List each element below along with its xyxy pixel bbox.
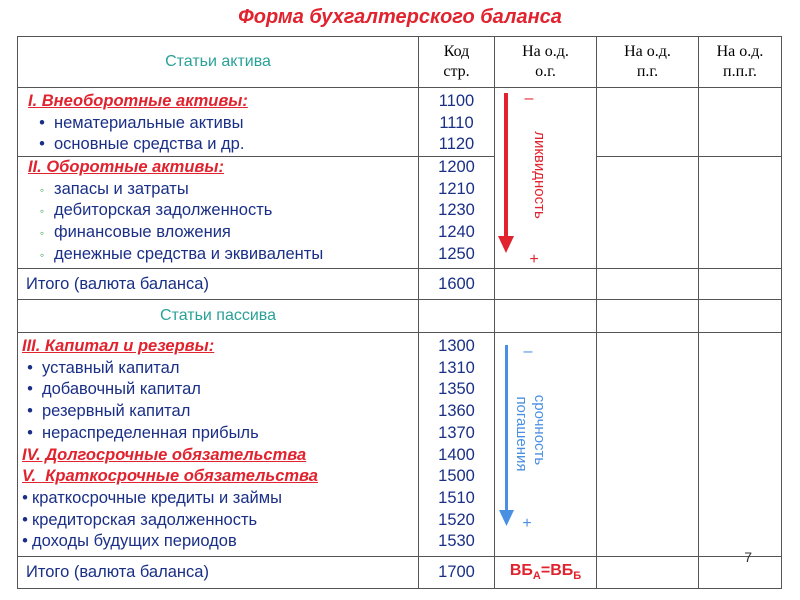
code-value: 1310 xyxy=(438,358,475,377)
maturity-minus: – xyxy=(523,343,533,360)
code-value: 1210 xyxy=(438,179,475,198)
bullet-icon: • xyxy=(27,402,33,421)
maturity-label-1: срочность xyxy=(531,394,548,466)
balance-right-sub: Б xyxy=(573,570,582,583)
code-value: 1520 xyxy=(438,510,475,529)
period-2-header-line-1: На о.д. xyxy=(624,43,671,60)
code-value: 1300 xyxy=(438,337,475,356)
section-2-title: II. Оборотные активы: xyxy=(28,158,224,177)
list-item-label: денежные средства и эквиваленты xyxy=(54,244,324,263)
liquidity-arrow-icon xyxy=(498,93,514,253)
bullet-icon: • xyxy=(39,113,45,132)
maturity-arrow-shaft xyxy=(505,345,508,512)
liabilities-total-code: 1700 xyxy=(419,557,495,589)
code-value: 1370 xyxy=(438,423,475,442)
list-item-label: финансовые вложения xyxy=(54,223,231,242)
code-value: 1400 xyxy=(438,445,475,464)
bullet-icon: • xyxy=(22,510,28,529)
liquidity-arrow-shaft xyxy=(504,93,508,239)
period-3-header-line-1: На о.д. xyxy=(716,43,764,60)
liquidity-arrow-head xyxy=(498,236,514,253)
list-item-label: резервный капитал xyxy=(42,402,191,421)
bullet-icon: • xyxy=(39,135,45,154)
assets-header: Статьи актива xyxy=(18,37,419,88)
bullet-icon: ◦ xyxy=(39,247,45,262)
balance-left: ВБ xyxy=(509,562,533,580)
maturity-plus: + xyxy=(522,515,532,532)
bullet-icon: • xyxy=(27,380,33,399)
balance-right: ВБ xyxy=(550,562,574,580)
bullet-icon: ◦ xyxy=(39,204,45,219)
liquidity-plus: + xyxy=(529,251,539,268)
code-value: 1350 xyxy=(438,380,475,399)
code-value: 1500 xyxy=(438,467,475,486)
list-item-label: доходы будущих периодов xyxy=(32,532,237,551)
bullet-icon: • xyxy=(27,358,33,377)
list-item-label: краткосрочные кредиты и займы xyxy=(32,488,282,507)
list-item-label: кредиторская задолженность xyxy=(32,510,258,529)
period-2-header-line-2: п.г. xyxy=(636,63,659,80)
liabilities-total-label: Итого (валюта баланса) xyxy=(18,557,419,589)
list-item-label: нераспределенная прибыль xyxy=(42,423,259,442)
code-value: 1230 xyxy=(438,201,475,220)
liabilities-header: Статьи пассива xyxy=(18,300,419,333)
list-item-label: основные средства и др. xyxy=(54,135,245,154)
slide-number: 7 xyxy=(744,549,752,565)
maturity-arrow-head xyxy=(499,510,514,526)
balance-left-sub: А xyxy=(532,570,541,583)
maturity-label-2: погашения xyxy=(513,396,530,472)
code-value: 1120 xyxy=(438,135,475,154)
code-header-line-2: стр. xyxy=(443,63,470,80)
bullet-icon: • xyxy=(27,423,33,442)
bullet-icon: ◦ xyxy=(39,226,45,241)
list-item-label: дебиторская задолженность xyxy=(54,201,273,220)
section-3-title: III. Капитал и резервы: xyxy=(22,337,215,356)
section-4-title: IV. Долгосрочные обязательства xyxy=(22,445,307,464)
bullet-icon: • xyxy=(22,488,28,507)
period-3-header-line-2: п.п.г. xyxy=(723,63,757,80)
balance-eq: = xyxy=(540,562,551,580)
code-value: 1110 xyxy=(439,113,474,132)
section-1-title: I. Внеоборотные активы: xyxy=(28,92,248,110)
code-value: 1250 xyxy=(438,244,475,263)
bullet-icon: • xyxy=(22,532,28,551)
list-item-label: запасы и затраты xyxy=(54,179,189,198)
code-value: 1360 xyxy=(438,402,475,421)
page-title: Форма бухгалтерского баланса xyxy=(238,6,562,28)
period-1-header-line-1: На о.д. xyxy=(522,43,569,60)
code-value: 1240 xyxy=(438,223,475,242)
code-header-line-1: Код xyxy=(443,43,470,60)
maturity-arrow-icon xyxy=(499,345,514,526)
code-value: 1530 xyxy=(438,532,475,551)
liquidity-label: ликвидность xyxy=(531,131,548,219)
list-item-label: нематериальные активы xyxy=(54,113,244,132)
code-value: 1200 xyxy=(438,158,475,177)
list-item-label: уставный капитал xyxy=(42,358,180,377)
section-5-title: V. Краткосрочные обязательства xyxy=(22,467,318,486)
bullet-icon: ◦ xyxy=(39,182,45,197)
period-1-header-line-2: о.г. xyxy=(535,63,556,80)
code-value: 1100 xyxy=(438,92,475,110)
list-item-label: добавочный капитал xyxy=(42,380,201,399)
assets-total-code: 1600 xyxy=(419,269,495,300)
assets-total-label: Итого (валюта баланса) xyxy=(18,269,419,300)
liquidity-minus: – xyxy=(524,90,534,107)
code-value: 1510 xyxy=(438,488,475,507)
